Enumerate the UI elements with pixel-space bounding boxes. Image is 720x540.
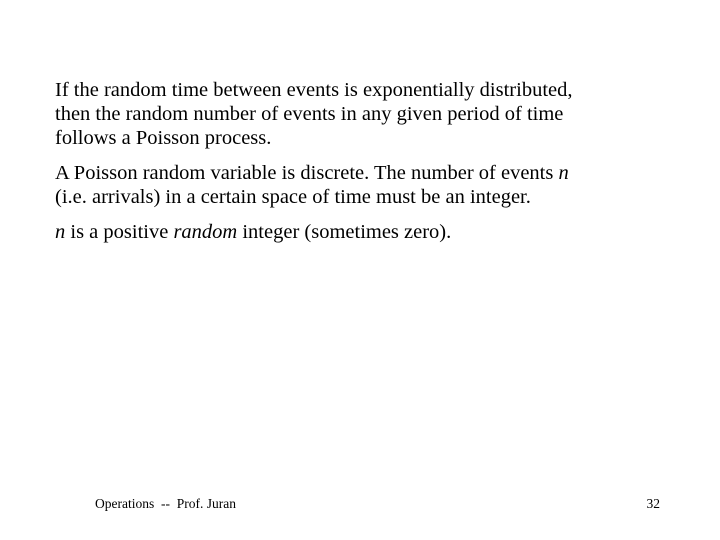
paragraph-3-text-end: integer (sometimes zero). [237,221,452,243]
paragraph-2-line-2: (i.e. arrivals) in a certain space of time must be an integer. [55,186,531,208]
paragraph-3-text-middle: is a positive [65,221,174,243]
variable-n: n [55,221,66,243]
paragraph-2-text: A Poisson random variable is discrete. The number of events [55,162,559,184]
variable-n: n [558,162,569,184]
paragraph-positive-integer [55,220,695,244]
footer-course-label: Operations -- Prof. Juran [95,496,236,511]
slide-body [55,78,695,244]
paragraph-exponential-poisson [55,78,695,150]
paragraph-1-line-3: follows a Poisson process. [55,127,272,149]
paragraph-1-line-1: If the random time between events is exponentially distributed, [55,79,573,101]
paragraph-1-line-2: then the random number of events in any given period of time [55,103,564,125]
paragraph-2-line-1 [55,161,695,185]
footer-page-number: 32 [646,496,660,511]
paragraph-discrete-variable [55,161,695,209]
emphasis-random: random [173,221,238,243]
paragraph-3-line-1 [55,220,695,244]
